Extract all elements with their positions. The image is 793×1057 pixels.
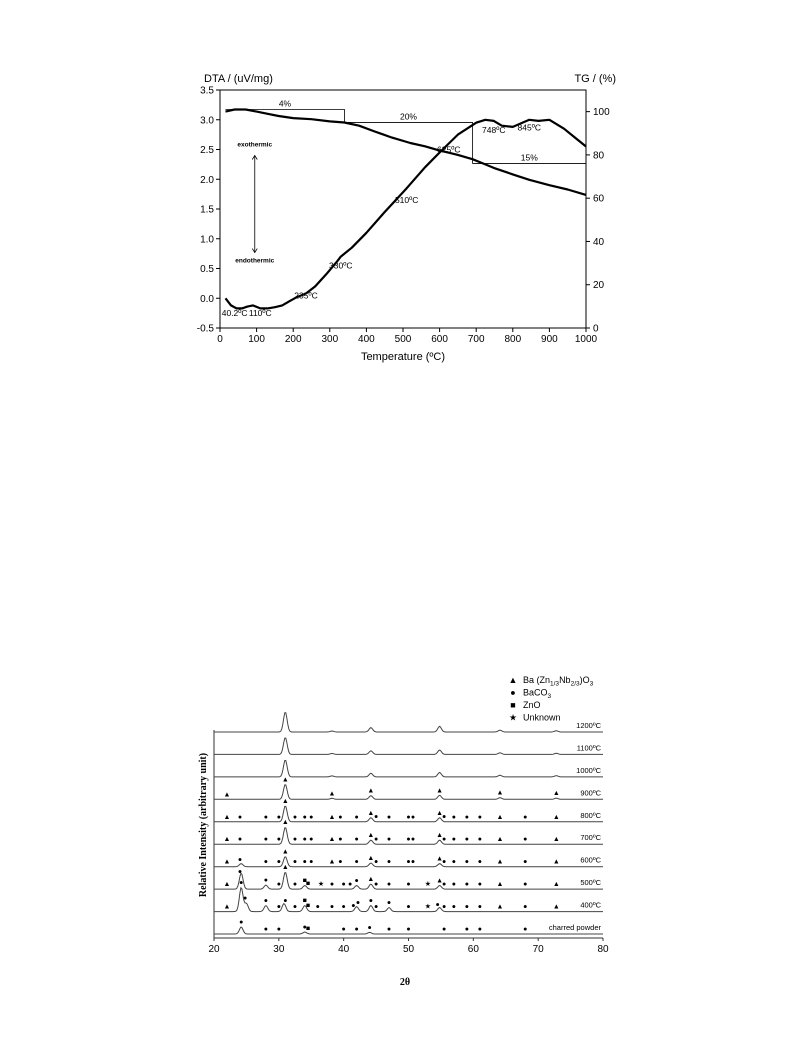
phase-marker: ● [302,924,307,931]
phase-marker: ● [292,881,298,889]
phase-marker: ▲ [496,789,504,797]
phase-marker: ● [276,836,281,844]
phase-marker: ● [292,813,298,821]
y-left-tick-label: 0.5 [200,264,214,275]
x-tick-label: 800 [504,334,522,345]
peak-annotation: 330ºC [329,260,353,271]
phase-marker: ▲ [328,836,336,844]
phase-marker: ● [464,858,469,866]
phase-marker: ● [442,880,447,888]
phase-marker: ● [406,858,411,866]
peak-annotation: 40.2ºC [221,308,248,319]
phase-marker: ● [406,813,411,821]
phase-marker: ▲ [281,776,289,784]
phase-marker: ● [477,836,482,844]
y-left-tick-label: 0.0 [200,293,214,305]
legend-label: ZnO [523,700,541,710]
pattern-label: 700ºC [580,833,601,843]
phase-marker: ▲ [367,855,375,863]
phase-marker: ● [442,836,447,844]
phase-marker: ▲ [552,881,560,889]
phase-marker: ● [329,881,335,889]
xrd-x-tick-label: 50 [402,944,415,955]
thermal-direction-label: exothermic [237,141,273,149]
phase-marker: ● [263,926,268,933]
phase-marker: ● [435,901,440,909]
dta-left-axis-label: DTA / (uV/mg) [204,73,273,85]
y-left-tick-label: 3.0 [200,115,214,127]
phase-marker: ▲ [436,832,444,840]
phase-marker: ● [442,813,447,821]
pattern-label: 1000ºC [576,765,601,775]
xrd-x-tick-label: 60 [467,944,479,955]
phase-marker: ▲ [496,881,504,889]
phase-marker: ▲ [552,790,560,798]
thermal-direction-label: endothermic [235,257,275,265]
phase-marker: ■ [302,877,307,885]
xrd-pattern-line [214,761,603,777]
phase-marker: ● [237,868,243,876]
phase-marker: ● [386,813,392,821]
phase-marker: ▲ [496,858,504,866]
y-right-tick-label: 80 [593,150,605,162]
phase-marker: ▲ [496,813,504,821]
phase-marker: ● [451,813,457,821]
pattern-label: 600ºC [580,855,601,865]
phase-marker: ● [354,877,359,885]
dta-curve [226,120,587,309]
phase-marker: ● [406,903,411,911]
xrd-x-tick-label: 70 [532,944,544,955]
phase-marker: ● [406,926,411,933]
phase-marker: ● [368,897,374,905]
phase-marker: ● [276,903,281,911]
phase-marker: ● [410,858,416,866]
x-tick-label: 700 [467,334,485,345]
phase-marker: ● [367,924,372,932]
phase-marker: ● [309,813,314,821]
phase-marker: ▲ [223,836,231,844]
phase-marker: ● [406,836,411,844]
phase-marker: ● [451,858,457,866]
phase-marker: ● [477,926,482,933]
legend-label: Unknown [523,712,561,723]
phase-marker: ● [276,926,281,933]
phase-marker: ▲ [367,832,375,840]
phase-marker: ▲ [496,836,504,844]
phase-marker: ● [451,836,457,844]
phase-marker: ▲ [223,813,231,821]
phase-marker: ● [302,858,307,866]
phase-marker: ▲ [436,877,444,885]
x-tick-label: 400 [358,334,375,345]
phase-marker: ▲ [281,819,289,827]
dta-right-axis-label: TG / (%) [574,73,616,85]
phase-marker: ★ [424,903,432,911]
mass-loss-label: 4% [278,98,292,109]
x-tick-label: 600 [431,334,448,345]
phase-marker: ● [442,903,447,911]
legend-symbol: ▲ [508,675,518,685]
y-right-tick-label: 100 [593,107,610,119]
phase-marker: ■ [305,925,311,933]
phase-marker: ● [276,881,281,889]
phase-marker: ▲ [552,903,560,911]
y-left-tick-label: 2.0 [200,174,214,186]
phase-marker: ▲ [552,813,560,821]
legend-symbol: ● [510,687,516,698]
phase-marker: ● [243,894,248,902]
phase-marker: ● [355,899,361,907]
y-right-tick-label: 20 [593,280,605,292]
phase-marker: ■ [302,897,307,905]
dta-tg-chart [0,0,793,400]
phase-marker: ▲ [223,858,231,866]
phase-marker: ● [477,881,482,889]
y-right-tick-label: 40 [593,236,605,248]
x-tick-label: 900 [541,334,558,345]
y-left-tick-label: 1.0 [200,234,214,246]
phase-marker: ● [523,813,528,821]
phase-marker: ● [464,903,469,911]
phase-marker: ● [373,881,379,889]
phase-marker: ● [406,881,411,889]
phase-marker: ▲ [328,790,336,798]
dta-x-axis-label: Temperature (ºC) [360,351,446,363]
phase-marker: ■ [305,880,311,888]
phase-marker: ● [410,813,416,821]
phase-marker: ● [292,858,298,866]
xrd-x-axis-label: 2θ [399,977,411,988]
phase-marker: ● [341,881,346,889]
phase-marker: ● [354,858,359,866]
phase-marker: ● [263,897,268,905]
x-tick-label: 1000 [574,334,598,345]
phase-marker: ● [523,926,528,933]
phase-marker: ● [442,858,447,866]
phase-marker: ● [464,881,469,889]
phase-marker: ● [239,879,244,887]
phase-marker: ● [386,899,392,907]
mass-loss-label: 20% [399,111,417,122]
phase-marker: ▲ [281,864,289,872]
phase-marker: ● [464,836,469,844]
phase-marker: ● [302,813,307,821]
phase-marker: ● [341,903,346,911]
y-left-tick-label: 2.5 [200,145,214,156]
phase-marker: ▲ [367,876,375,884]
phase-marker: ● [237,813,243,821]
phase-marker: ● [477,903,482,911]
phase-marker: ● [523,836,528,844]
phase-marker: ● [386,881,392,889]
phase-marker: ★ [317,881,325,889]
xrd-x-tick-label: 80 [597,944,609,955]
xrd-chart [0,670,793,1010]
legend-label: Ba $(Zn_{1/3}Nb_{2/3})O_3$ [523,675,594,688]
phase-marker: ● [309,836,314,844]
phase-marker: ● [354,926,359,933]
phase-marker: ● [276,813,281,821]
y-right-tick-label: 60 [593,193,605,205]
y-left-tick-label: -0.5 [196,323,214,335]
phase-marker: ▲ [552,836,560,844]
phase-marker: ● [263,813,268,821]
peak-annotation: 845ºC [517,122,541,133]
x-tick-label: 500 [394,334,412,345]
phase-marker: ● [523,881,528,889]
phase-marker: ● [237,856,243,864]
phase-marker: ● [354,836,359,844]
peak-annotation: 235ºC [294,290,318,301]
phase-marker: ● [292,903,298,911]
phase-marker: ● [386,836,392,844]
phase-marker: ▲ [496,903,504,911]
pattern-label: 900ºC [580,788,601,798]
phase-marker: ▲ [223,903,231,911]
phase-marker: ● [373,836,379,844]
phase-marker: ● [348,881,353,889]
xrd-pattern-line [214,785,603,799]
phase-marker: ▲ [281,797,289,805]
phase-marker: ● [302,836,307,844]
phase-marker: ● [341,926,346,933]
x-tick-label: 100 [248,334,265,345]
phase-marker: ● [283,897,288,905]
phase-marker: ● [477,813,482,821]
phase-marker: ● [338,836,343,844]
phase-marker: ▲ [328,813,336,821]
phase-marker: ▲ [328,858,336,866]
phase-marker: ● [309,858,314,866]
pattern-label: 500ºC [580,878,601,888]
xrd-x-tick-label: 40 [338,944,350,955]
phase-marker: ● [263,836,268,844]
pattern-label: 1100ºC [576,743,601,753]
phase-marker: ▲ [367,809,375,817]
phase-marker: ● [351,902,356,910]
phase-marker: ▲ [223,791,231,799]
phase-marker: ● [464,813,469,821]
peak-annotation: 748ºC [482,124,506,135]
phase-marker: ● [523,858,528,866]
x-tick-label: 200 [284,334,302,345]
phase-marker: ▲ [436,855,444,863]
phase-marker: ▲ [281,848,289,856]
phase-marker: ● [276,858,281,866]
phase-marker: ● [477,858,482,866]
xrd-x-tick-label: 30 [273,944,285,955]
legend-label: BaCO$_3$ [523,687,552,700]
phase-marker: ● [338,858,343,866]
mass-loss-label: 15% [520,152,538,163]
legend-symbol: ■ [510,700,516,710]
xrd-y-axis-label: Relative Intensity (arbitrary unit) [198,752,209,898]
peak-annotation: 110ºC [248,308,272,319]
x-tick-label: 0 [217,334,223,345]
peak-annotation: 625ºC [437,144,461,155]
phase-marker: ● [373,813,379,821]
phase-marker: ▲ [436,809,444,817]
phase-marker: ● [315,903,320,911]
legend-symbol: ★ [508,712,518,723]
phase-marker: ● [263,877,268,885]
phase-marker: ● [451,903,457,911]
pattern-label: 1200ºC [576,721,601,730]
phase-marker: ● [386,926,392,933]
peak-annotation: 510ºC [394,195,419,206]
pattern-label: 400ºC [580,900,601,910]
y-left-tick-label: 3.5 [200,85,214,97]
phase-marker: ▲ [367,787,375,795]
phase-marker: ● [442,926,447,933]
xrd-x-tick-label: 20 [208,944,220,955]
pattern-label: charred powder [548,923,601,932]
x-tick-label: 300 [321,334,339,345]
phase-marker: ● [292,836,298,844]
phase-marker: ★ [424,881,432,889]
phase-marker: ● [239,919,244,926]
phase-marker: ● [373,903,379,911]
phase-marker: ● [523,903,528,911]
phase-marker: ● [237,836,243,844]
y-right-tick-label: 0 [593,323,599,335]
phase-marker: ● [329,903,335,911]
phase-marker: ▲ [436,787,444,795]
phase-marker: ● [338,813,343,821]
y-left-tick-label: 1.5 [200,204,214,216]
phase-marker: ■ [305,902,311,910]
phase-marker: ● [263,858,268,866]
phase-marker: ▲ [223,881,231,889]
phase-marker: ▲ [552,858,560,866]
phase-marker: ● [373,858,379,866]
xrd-pattern-line [214,738,603,754]
phase-marker: ● [410,836,416,844]
phase-marker: ● [386,858,392,866]
phase-marker: ● [354,813,359,821]
phase-marker: ● [464,926,469,933]
phase-marker: ● [451,881,457,889]
pattern-label: 800ºC [580,810,601,820]
